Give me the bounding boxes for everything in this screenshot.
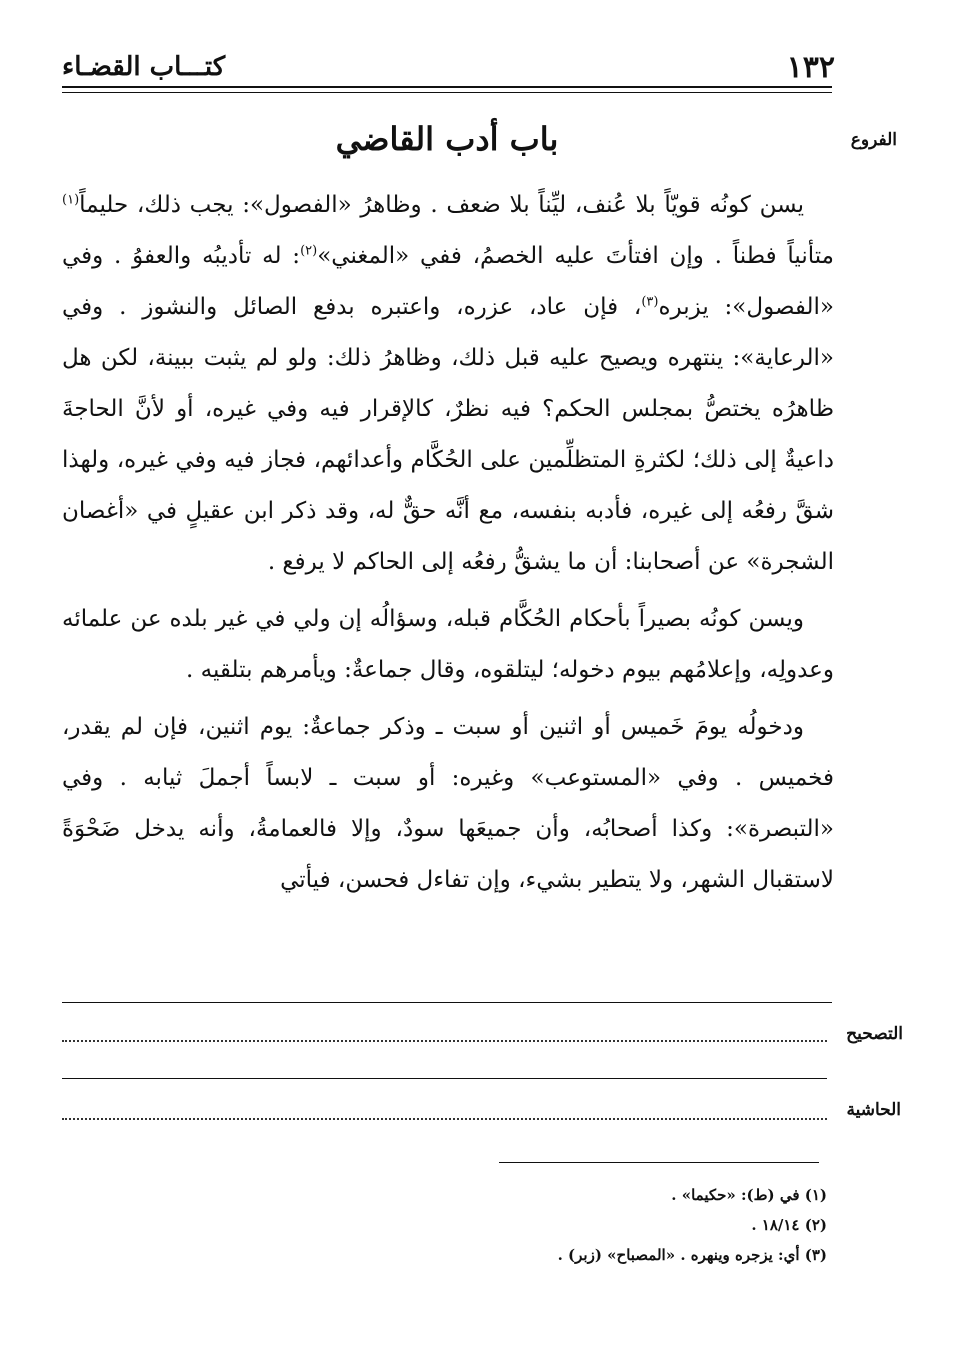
- footnote-1: (١) في (ط): «حكيما» .: [671, 1186, 827, 1204]
- page-number: ١٣٢: [786, 50, 835, 85]
- header-rule-top: [62, 86, 832, 88]
- footnotes: [127, 1180, 827, 1270]
- paragraph-1-part-b: متأنياً فطناً . وإن افتأتَ عليه الخصمُ، ففي «المغني»: [317, 243, 834, 269]
- running-title: كتـــاب القضـاء: [62, 52, 226, 82]
- chapter-title: باب أدب القاضي: [335, 120, 559, 158]
- footnote-ref-3: (٣): [641, 294, 659, 310]
- header-rule-bottom: [62, 92, 832, 93]
- footnote-ref-1: (١): [62, 192, 80, 208]
- correction-label: التصحيح: [846, 1024, 903, 1044]
- paragraph-1: [62, 180, 834, 588]
- paragraph-2: ويسن كونُه بصيراً بأحكام الحُكَّام قبله، وسؤالُه إن ولي في غير بلده عن علمائه وعدولِه، وإعلامُهم بيوم دخوله؛ ليتلقوه، وقال جماعةٌ: ويأمرهم بتلقيه .: [62, 606, 834, 683]
- notes-label: الحاشية: [846, 1100, 901, 1120]
- body-bottom-rule: [62, 1002, 832, 1003]
- footnote-ref-2: (٢): [300, 243, 318, 259]
- correction-dotted-line: [62, 1040, 827, 1042]
- paragraph-1-part-d: ، فإن عاد، عزره، واعتبره بدفع الصائل والنشوز . وفي «الرعاية»: ينتهره ويصيح عليه قبل ذلك، وظاهرُ ذلك: ولو لم يثبت ببينة، لكن هل ظاهرُه يختصُّ بمجلس الحكم؟ فيه نظرٌ، كالإقرار فيه وفي غيره، أو لأنَّ الحاجةَ داعيةٌ إلى ذلك؛ لكثرةِ المتظلِّمين على الحُكَّام وأعدائهم، فجاز فيه وفي غيره، ولهذا شقَّ رفعُه إلى غيره، فأدبه بنفسه، مع أنَّه حقٌّ له، وقد ذكر ابن عقيلٍ في «أغصان الشجرة» عن أصحابنا: أن ما يشقُّ رفعُه إلى الحاكم لا يرفع .: [62, 294, 834, 575]
- paragraph-3: ودخولُه يومَ خَميس أو اثنين أو سبت ـ وذكر جماعةٌ: يوم اثنين، فإن لم يقدر، فخميس . وفي «المستوعب» وغيره: أو سبت ـ لابساً أجملَ ثيابه . وفي «التبصرة»: وكذا أصحابُه، وأن جميعَها سودٌ، وإلا فالعمامةُ، وأنه يدخل ضَحْوَةً لاستقبال الشهر، ولا يتطير بشيء، وإن تفاءل فحسن، فيأتي: [62, 714, 834, 893]
- correction-rule: [62, 1078, 827, 1079]
- paragraph-1-part-c: : له تأديبُه والعفوُ . وفي «الفصول»: يزبره: [62, 243, 835, 320]
- notes-dotted-line: [62, 1118, 827, 1120]
- paragraph-1-part-a: يسن كونُه قويّاً بلا عُنف، ليِّناً بلا ضعف . وظاهرُ «الفصول»: يجب ذلك، حليماً: [79, 192, 804, 218]
- body-text: [62, 180, 834, 906]
- footnote-3: (٣) أي: يزجره وينهره . «المصباح» (زبر) .: [557, 1246, 827, 1264]
- footnote-separator: [499, 1162, 819, 1163]
- footnote-2: (٢) ١٨/١٤ .: [751, 1216, 827, 1234]
- margin-section-label: الفروع: [850, 130, 897, 150]
